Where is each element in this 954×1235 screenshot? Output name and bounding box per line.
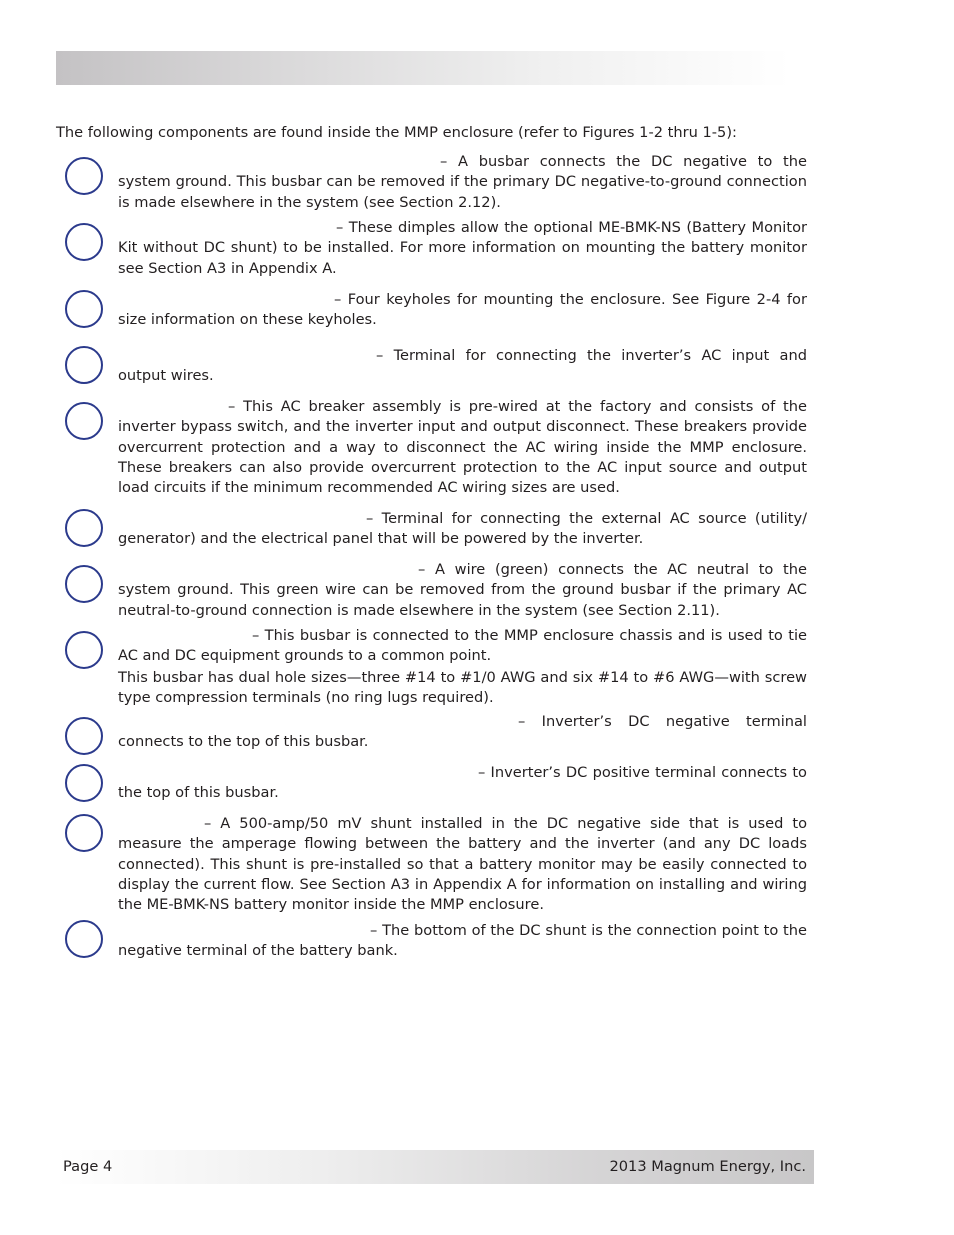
- item-extra-text: This busbar has dual hole sizes—three #14 to #1/0 AWG and six #14 to #6 AWG—with screw type compression terminals (no ring lugs required).: [118, 668, 807, 706]
- page-number: Page 4: [63, 1158, 113, 1175]
- item-text: – A busbar connects the DC negative to the system ground. This busbar can be removed if the primary DC negative-to-ground connection is made elsewhere in the system (see Section 2.12).: [118, 153, 807, 211]
- callout-circle: [65, 402, 103, 440]
- list-item: [118, 346, 807, 387]
- list-item: [118, 814, 807, 915]
- item-text: – Terminal for connecting the external AC source (utility/ generator) and the electrical panel that will be powered by the inverter.: [118, 510, 807, 548]
- callout-circle: [65, 920, 103, 958]
- list-item: [118, 763, 807, 804]
- list-item: [118, 509, 807, 550]
- item-text: – Four keyholes for mounting the enclosure. See Figure 2-4 for size information on these keyholes.: [118, 291, 807, 329]
- callout-circle: [65, 814, 103, 852]
- callout-circle: [65, 157, 103, 195]
- item-text: – The bottom of the DC shunt is the connection point to the negative terminal of the battery bank.: [118, 922, 807, 960]
- item-text: – Terminal for connecting the inverter’s AC input and output wires.: [118, 347, 807, 385]
- callout-circle: [65, 223, 103, 261]
- list-item: [118, 560, 807, 621]
- list-item: [118, 921, 807, 962]
- list-item: [118, 152, 807, 213]
- item-text: – This busbar is connected to the MMP enclosure chassis and is used to tie AC and DC equipment grounds to a common point.: [118, 627, 807, 665]
- item-text: – Inverter’s DC negative terminal connects to the top of this busbar.: [118, 713, 807, 751]
- callout-circle: [65, 565, 103, 603]
- list-item: [118, 290, 807, 331]
- callout-circle: [65, 764, 103, 802]
- list-item: [118, 218, 807, 279]
- callout-circle: [65, 290, 103, 328]
- callout-circle: [65, 346, 103, 384]
- list-item: [118, 626, 807, 708]
- footer-company: 2013 Magnum Energy, Inc.: [609, 1158, 806, 1175]
- item-text: – These dimples allow the optional ME-BMK-NS (Battery Monitor Kit without DC shunt) to be installed. For more information on mounting the battery monitor see Section A3 in Appendix A.: [118, 219, 807, 277]
- list-item: [118, 397, 807, 498]
- callout-circle: [65, 717, 103, 755]
- item-text: – A 500-amp/50 mV shunt installed in the DC negative side that is used to measure the amperage flowing between the battery and the inverter (and any DC loads connected). This shunt is pre-installed so that a battery monitor may be easily connected to display the current flow. See Section A3 in Appendix A for information on installing and wiring the ME-BMK-NS battery monitor inside the MMP enclosure.: [118, 815, 807, 914]
- item-text: – Inverter’s DC positive terminal connects to the top of this busbar.: [118, 764, 807, 802]
- callout-circle: [65, 631, 103, 669]
- item-text: – This AC breaker assembly is pre-wired at the factory and consists of the inverter bypass switch, and the inverter input and output disconnect. These breakers provide overcurrent protection and a way to disconnect the AC wiring inside the MMP enclosure. These breakers can also provide overcurrent protection to the AC input source and output load circuits if the minimum recommended AC wiring sizes are used.: [118, 398, 807, 497]
- item-text: – A wire (green) connects the AC neutral to the system ground. This green wire can be removed from the ground busbar if the primary AC neutral-to-ground connection is made elsewhere in the system (see Section 2.11).: [118, 561, 807, 619]
- intro-text: The following components are found inside the MMP enclosure (refer to Figures 1-2 thru 1-5):: [56, 124, 737, 141]
- list-item: [118, 712, 807, 753]
- callout-circle: [65, 509, 103, 547]
